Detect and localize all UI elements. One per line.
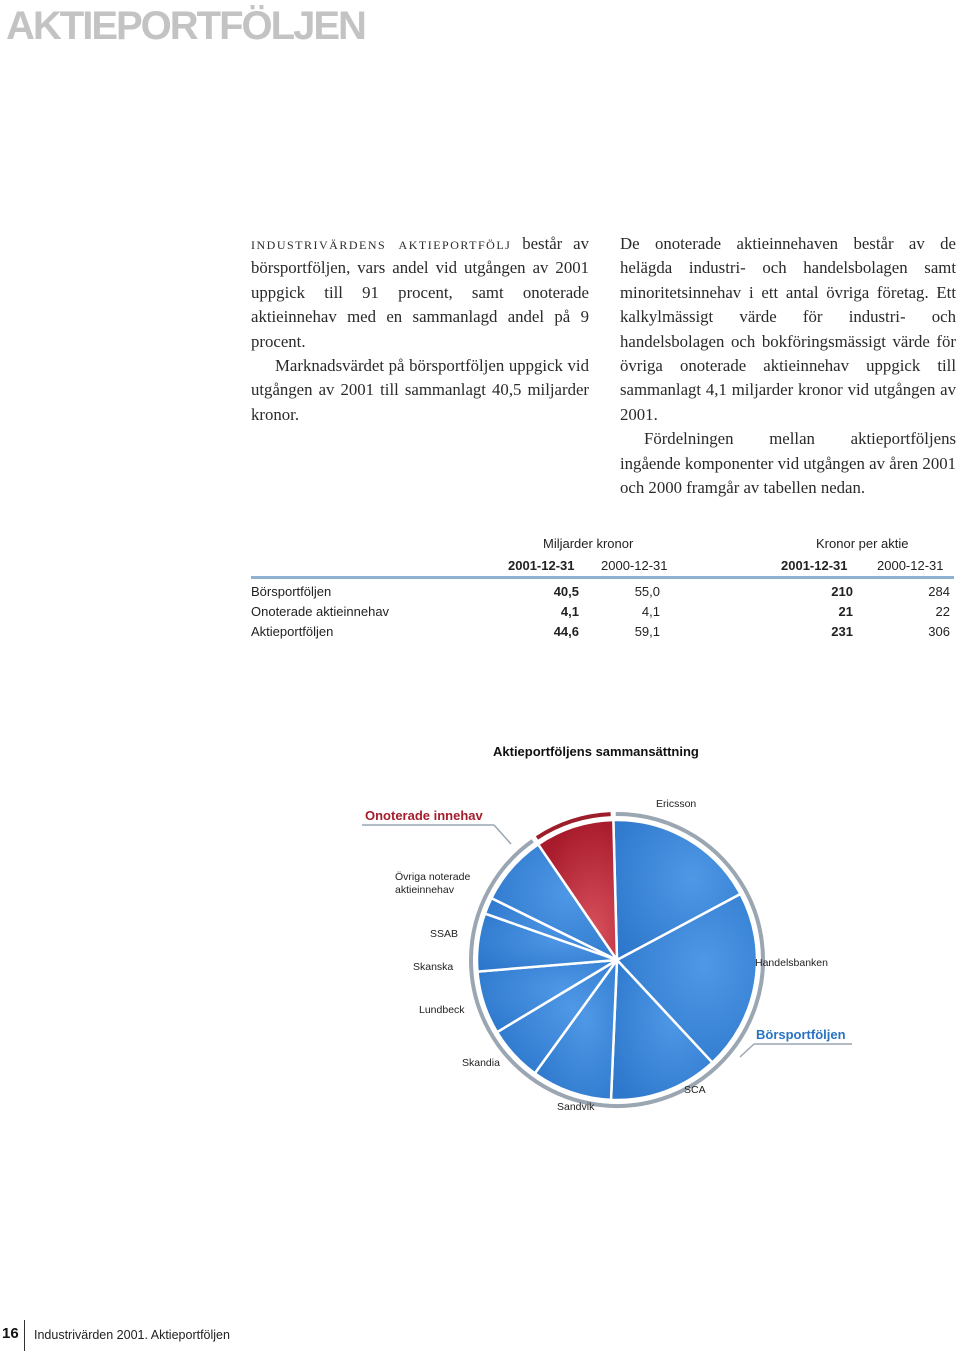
table-cell: 40,5: [553, 584, 579, 599]
slice-label: Lundbeck: [419, 1004, 465, 1016]
table-cell: 4,1: [641, 604, 660, 619]
group-label-listed: Börsportföljen: [756, 1027, 846, 1042]
footer-text: Industrivärden 2001. Aktieportföljen: [34, 1328, 230, 1342]
group-label-leader: [494, 825, 511, 844]
intro-paragraph-1-text: består av börsportföljen, vars andel vid utgången av 2001 uppgick till 91 procent, samt onoterade aktieinnehav med en sammanlagd andel på 9 procent.: [251, 234, 589, 351]
intro-paragraph-2: Marknadsvärdet på börsportföljen uppgick vid utgången av 2001 till sammanlagt 40,5 miljarder kronor.: [251, 356, 589, 424]
table-cell: 21: [838, 604, 853, 619]
table-cell: 284: [928, 584, 950, 599]
table-cell: 59,1: [634, 624, 660, 639]
page-title: AKTIEPORTFÖLJEN: [6, 4, 365, 48]
table-cell: 231: [831, 624, 853, 639]
table-cell: 210: [831, 584, 853, 599]
table-cell: 306: [928, 624, 950, 639]
chart-title: Aktieportföljens sammansättning: [493, 744, 699, 759]
footer-divider: [24, 1320, 25, 1351]
row-label: Onoterade aktieinnehav: [251, 604, 390, 619]
table-cell: 55,0: [634, 584, 660, 599]
column-header: 2001-12-31: [781, 558, 848, 573]
column-header: 2000-12-31: [877, 558, 944, 573]
column-header: 2001-12-31: [508, 558, 575, 573]
group-header-per-share: Kronor per aktie: [816, 536, 909, 551]
intro-lead-in: industrivärdens aktieportfölj: [251, 234, 512, 253]
table-cell: 4,1: [560, 604, 579, 619]
row-label: Aktieportföljen: [251, 624, 334, 639]
slice-label: Ericsson: [656, 798, 697, 810]
group-label-leader: [740, 1044, 754, 1057]
slice-label: Skanska: [413, 961, 454, 973]
group-label-unlisted: Onoterade innehav: [365, 808, 483, 823]
slice-label: SSAB: [430, 928, 459, 940]
body-paragraph-1: De onoterade aktieinnehaven består av de helägda industri- och handelsbolagen samt minoritetsinnehav i ett antal övriga företag. Ett kalkylmässigt värde för industri- och handelsbolagen och bokföringsmässigt värde för övriga onoterade aktieinnehav uppgick till sammanlagt 4,1 miljarder kronor vid utgången av 2001.: [620, 234, 956, 424]
body-paragraph-2: Fördelningen mellan aktieportföljens ingående komponenter vid utgången av åren 2001 och 2000 framgår av tabellen nedan.: [620, 429, 956, 498]
slice-label: Skandia: [462, 1057, 500, 1069]
page-number: 16: [2, 1325, 19, 1342]
slice-label: Handelsbanken: [755, 957, 828, 969]
slice-label: Sandvik: [557, 1101, 595, 1113]
slice-label: SCA: [684, 1084, 706, 1096]
table-cell: 44,6: [553, 624, 579, 639]
table-cell: 22: [935, 604, 950, 619]
group-header-billions: Miljarder kronor: [543, 536, 634, 551]
row-label: Börsportföljen: [251, 584, 332, 599]
slice-label: Övriga noterade aktieinnehav: [395, 871, 471, 896]
column-header: 2000-12-31: [601, 558, 668, 573]
